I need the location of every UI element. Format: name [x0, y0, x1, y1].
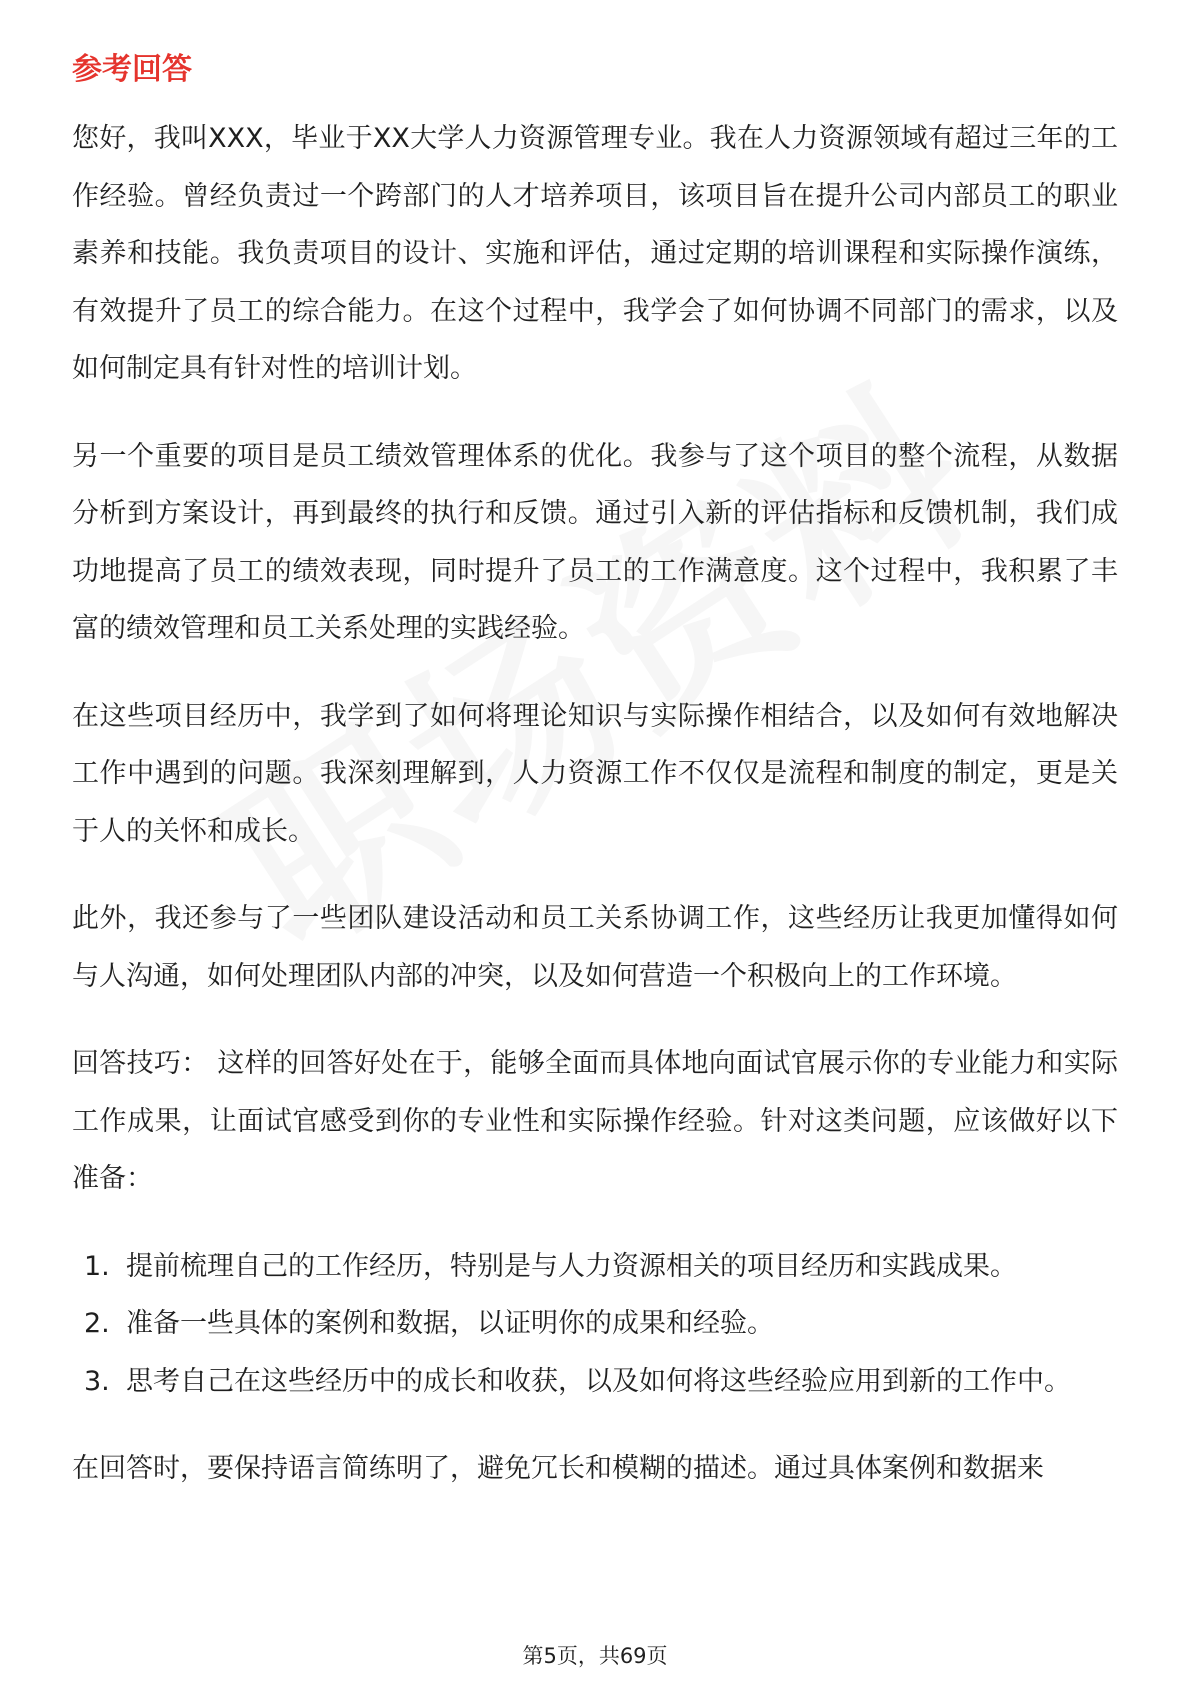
- page-number: 第5页，共69页: [522, 1644, 668, 1668]
- list-item: [72, 1295, 1118, 1353]
- document-body: [72, 50, 1118, 1528]
- list-item-number: 3.: [84, 1365, 110, 1397]
- closing-paragraph: 在回答时，要保持语言简练明了，避免冗长和模糊的描述。通过具体案例和数据来: [72, 1453, 1044, 1484]
- tips-label: 回答技巧：: [72, 1048, 209, 1079]
- tips-text: 这样的回答好处在于，能够全面而具体地向面试官展示你的专业能力和实际工作成果，让面试官感受到你的专业性和实际操作经验。针对这类问题，应该做好以下准备：: [72, 1048, 1119, 1194]
- list-item-number: 1.: [84, 1250, 110, 1282]
- section-heading: 参考回答: [72, 52, 192, 87]
- tips-paragraph: [72, 1035, 1118, 1208]
- list-item-text: 提前梳理自己的工作经历，特别是与人力资源相关的项目经历和实践成果。: [126, 1250, 1017, 1282]
- tips-list: [72, 1238, 1118, 1411]
- list-item: [72, 1238, 1118, 1296]
- list-item: [72, 1353, 1118, 1411]
- list-item-number: 2.: [84, 1308, 110, 1339]
- list-item-text: 思考自己在这些经历中的成长和收获，以及如何将这些经验应用到新的工作中。: [126, 1365, 1071, 1397]
- answer-paragraph-3: 在这些项目经历中，我学到了如何将理论知识与实际操作相结合，以及如何有效地解决工作中遇到的问题。我深刻理解到，人力资源工作不仅仅是流程和制度的制定，更是关于人的关怀和成长。: [72, 700, 1118, 847]
- list-item-text: 准备一些具体的案例和数据，以证明你的成果和经验。: [126, 1308, 774, 1339]
- answer-paragraph-4: 此外，我还参与了一些团队建设活动和员工关系协调工作，这些经历让我更加懂得如何与人沟通，如何处理团队内部的冲突，以及如何营造一个积极向上的工作环境。: [72, 903, 1118, 992]
- answer-paragraph-1: 您好，我叫XXX，毕业于XX大学人力资源管理专业。我在人力资源领域有超过三年的工作经验。曾经负责过一个跨部门的人才培养项目，该项目旨在提升公司内部员工的职业素养和技能。我负责项目的设计、实施和评估，通过定期的培训课程和实际操作演练，有效提升了员工的综合能力。在这个过程中，我学会了如何协调不同部门的需求，以及如何制定具有针对性的培训计划。: [72, 123, 1118, 384]
- answer-paragraph-2: 另一个重要的项目是员工绩效管理体系的优化。我参与了这个项目的整个流程，从数据分析到方案设计，再到最终的执行和反馈。通过引入新的评估指标和反馈机制，我们成功地提高了员工的绩效表现，同时提升了员工的工作满意度。这个过程中，我积累了丰富的绩效管理和员工关系处理的实践经验。: [72, 440, 1118, 644]
